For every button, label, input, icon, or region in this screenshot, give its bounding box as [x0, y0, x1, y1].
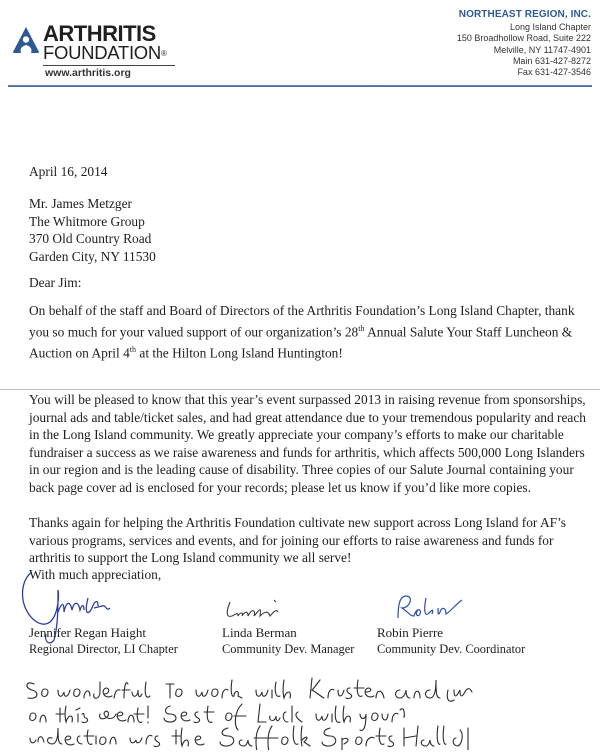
signer-name: Linda Berman: [222, 625, 297, 640]
logo-wordmark-arthritis: ARTHRITIS: [43, 21, 156, 46]
recipient-city: Garden City, NY 11530: [29, 248, 156, 264]
org-chapter: Long Island Chapter: [509, 22, 591, 32]
signature-robin: [392, 592, 472, 624]
logo-divider: [43, 65, 175, 66]
ordinal-suffix: th: [129, 344, 137, 354]
org-address-block: [457, 9, 591, 78]
registered-mark: ®: [160, 49, 167, 58]
recipient-company: The Whitmore Group: [29, 213, 145, 229]
signature-linda: [222, 598, 292, 626]
logo-wordmark-foundation: [43, 44, 167, 62]
arthritis-foundation-logo-icon: [12, 26, 40, 54]
letter-date: April 16, 2014: [29, 164, 108, 179]
paragraph-text: On behalf of the staff and Board of Directors of the Arthritis Foundation’s Long Island Chapter, thank you so much for your valued support of our organization’s 28: [29, 303, 575, 340]
recipient-street: 370 Old Country Road: [29, 231, 152, 247]
complimentary-close: With much appreciation,: [29, 567, 162, 582]
signer-block-robin: [377, 624, 525, 658]
paragraph-text: at the Hilton Long Island Huntington!: [136, 345, 343, 361]
signer-block-linda: [222, 624, 354, 658]
signer-title: Community Dev. Coordinator: [377, 642, 526, 656]
logo-foundation-text: FOUNDATION: [43, 42, 161, 63]
org-phone: Main 631-427-8272: [512, 55, 591, 66]
arthritis-foundation-logo: [12, 22, 192, 82]
signer-block-jennifer: [29, 624, 178, 658]
salutation: Dear Jim:: [29, 275, 82, 290]
website-url: www.arthritis.org: [45, 67, 131, 79]
recipient-name: Mr. James Metzger: [29, 196, 133, 211]
org-name: NORTHEAST REGION, INC.: [458, 9, 591, 20]
org-city: Melville, NY 11747-4901: [493, 44, 591, 55]
org-street: 150 Broadhollow Road, Suite 222: [456, 33, 591, 44]
signer-name: Jennifer Regan Haight: [29, 625, 146, 640]
handwritten-note: [20, 670, 480, 750]
ordinal-suffix: th: [358, 323, 365, 333]
signer-title: Community Dev. Manager: [222, 642, 355, 656]
recipient-address: [29, 195, 156, 265]
header-divider: [8, 85, 592, 87]
signer-name: Robin Pierre: [377, 625, 444, 640]
paper-fold-line: [0, 389, 600, 390]
paragraph-thanks: [29, 302, 589, 362]
paragraph-closing-thanks: Thanks again for helping the Arthritis Foundation cultivate new support across Long Island for AF’s various programs, services and events, and for joining our efforts to raise awareness and funds for arthritis to support the Long Island community we all serve!: [29, 515, 567, 566]
org-fax: Fax 631-427-3546: [517, 67, 591, 78]
signer-title: Regional Director, LI Chapter: [29, 642, 178, 656]
paragraph-text: Annual Salute Your Staff Luncheon & Auction on April 4: [29, 324, 573, 361]
paragraph-results: You will be pleased to know that this year’s event surpassed 2013 in raising revenue from sponsorships, journal ads and table/ticket sales, and had great attendance due to your tremendous popularity and reach in the Long Island community. We greatly appreciate your company’s efforts to make our charitable fundraiser a success as we raise awareness and funds for arthritis, which affects 500,000 Long Islanders in our region and is the leading cause of disability. Three copies of our Salute Journal containing your back page cover ad is enclosed for your records; please let us know if you’d like more copies.: [29, 392, 586, 495]
